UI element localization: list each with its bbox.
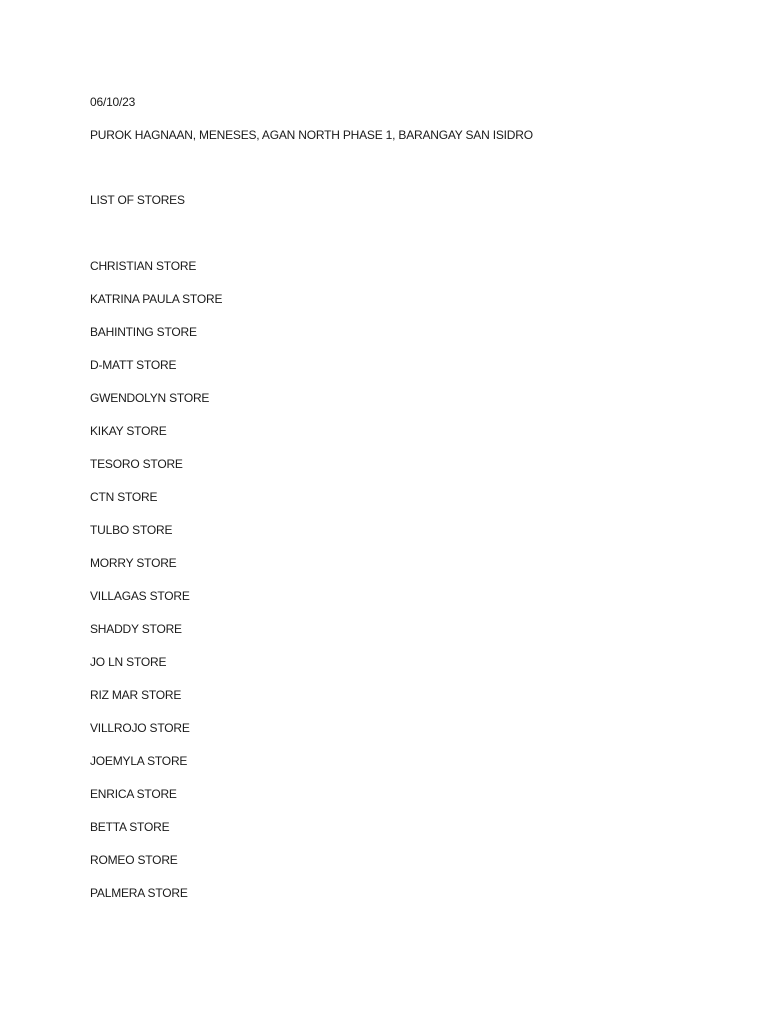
store-item: KATRINA PAULA STORE bbox=[90, 292, 223, 306]
store-item: BETTA STORE bbox=[90, 820, 170, 834]
store-item: JO LN STORE bbox=[90, 655, 167, 669]
store-item: VILLAGAS STORE bbox=[90, 589, 190, 603]
store-item: PALMERA STORE bbox=[90, 886, 188, 900]
store-item: RIZ MAR STORE bbox=[90, 688, 182, 702]
list-heading: LIST OF STORES bbox=[90, 193, 185, 207]
store-item: D-MATT STORE bbox=[90, 358, 177, 372]
store-list bbox=[90, 259, 222, 919]
store-item: TESORO STORE bbox=[90, 457, 183, 471]
store-item: CTN STORE bbox=[90, 490, 158, 504]
document-date: 06/10/23 bbox=[90, 95, 136, 109]
store-item: SHADDY STORE bbox=[90, 622, 182, 636]
store-item: TULBO STORE bbox=[90, 523, 173, 537]
store-item: BAHINTING STORE bbox=[90, 325, 197, 339]
store-item: CHRISTIAN STORE bbox=[90, 259, 197, 273]
store-item: MORRY STORE bbox=[90, 556, 177, 570]
store-item: VILLROJO STORE bbox=[90, 721, 190, 735]
document-address: PUROK HAGNAAN, MENESES, AGAN NORTH PHASE 1, BARANGAY SAN ISIDRO bbox=[90, 128, 533, 142]
store-item: ROMEO STORE bbox=[90, 853, 178, 867]
store-item: KIKAY STORE bbox=[90, 424, 167, 438]
store-item: ENRICA STORE bbox=[90, 787, 177, 801]
store-item: GWENDOLYN STORE bbox=[90, 391, 210, 405]
store-item: JOEMYLA STORE bbox=[90, 754, 188, 768]
